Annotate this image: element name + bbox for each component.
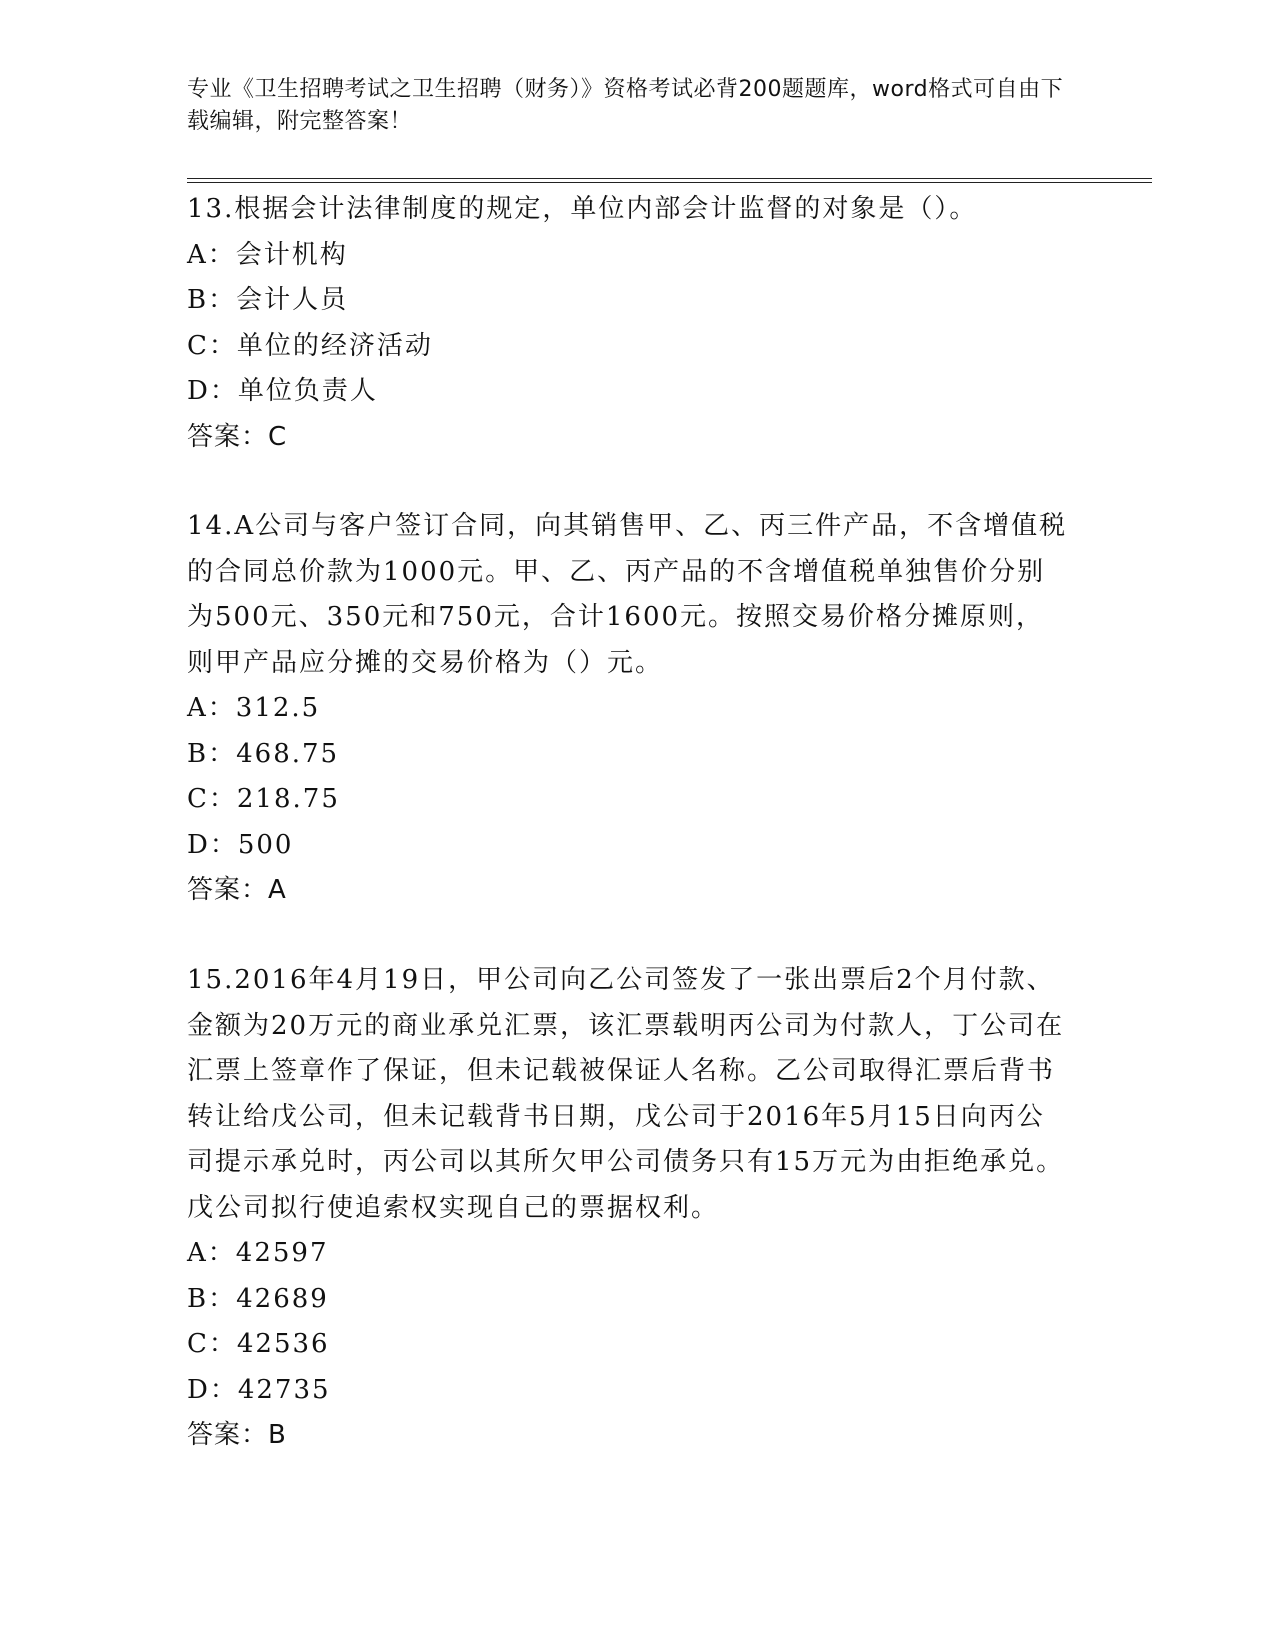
option-d: D：单位负责人 bbox=[187, 376, 378, 406]
answer: 答案：B bbox=[187, 1420, 287, 1450]
answer: 答案：C bbox=[187, 421, 288, 452]
option-c: C：单位的经济活动 bbox=[187, 330, 433, 361]
question-stem: 13.根据会计法律制度的规定，单位内部会计监督的对象是（）。 bbox=[187, 194, 978, 224]
option-a: A：会计机构 bbox=[187, 239, 348, 270]
option-d: D：500 bbox=[187, 829, 294, 860]
question-13 bbox=[187, 187, 1072, 460]
option-a: A：42597 bbox=[187, 1238, 329, 1268]
option-c: C：218.75 bbox=[187, 784, 340, 814]
question-15 bbox=[187, 958, 1072, 1459]
option-c: C：42536 bbox=[187, 1329, 330, 1359]
answer: 答案：A bbox=[187, 875, 287, 905]
option-b: B：468.75 bbox=[187, 738, 340, 769]
option-d: D：42735 bbox=[187, 1374, 331, 1405]
question-14 bbox=[187, 504, 1072, 914]
document-header bbox=[187, 74, 1067, 138]
header-text: 专业《卫生招聘考试之卫生招聘（财务）》资格考试必背200题题库，word格式可自由下载编辑，附完整答案！ bbox=[187, 77, 1064, 134]
question-stem: 15.2016年4月19日，甲公司向乙公司签发了一张出票后2个月付款、金额为20万元的商业承兑汇票，该汇票载明丙公司为付款人，丁公司在汇票上签章作了保证，但未记载被保证人名称。乙公司取得汇票后背书转让给戊公司，但未记载背书日期，戊公司于2016年5月15日向丙公司提示承兑时，丙公司以其所欠甲公司债务只有15万元为由拒绝承兑。戊公司拟行使追索权实现自己的票据权利。 bbox=[187, 965, 1065, 1223]
option-a: A：312.5 bbox=[187, 693, 321, 723]
option-b: B：会计人员 bbox=[187, 285, 349, 315]
question-stem: 14.A公司与客户签订合同，向其销售甲、乙、丙三件产品，不含增值税的合同总价款为1000元。甲、乙、丙产品的不含增值税单独售价分别为500元、350元和750元，合计1600元。按照交易价格分摊原则，则甲产品应分摊的交易价格为（）元。 bbox=[187, 511, 1068, 678]
header-double-rule bbox=[187, 178, 1152, 183]
option-b: B：42689 bbox=[187, 1283, 329, 1314]
